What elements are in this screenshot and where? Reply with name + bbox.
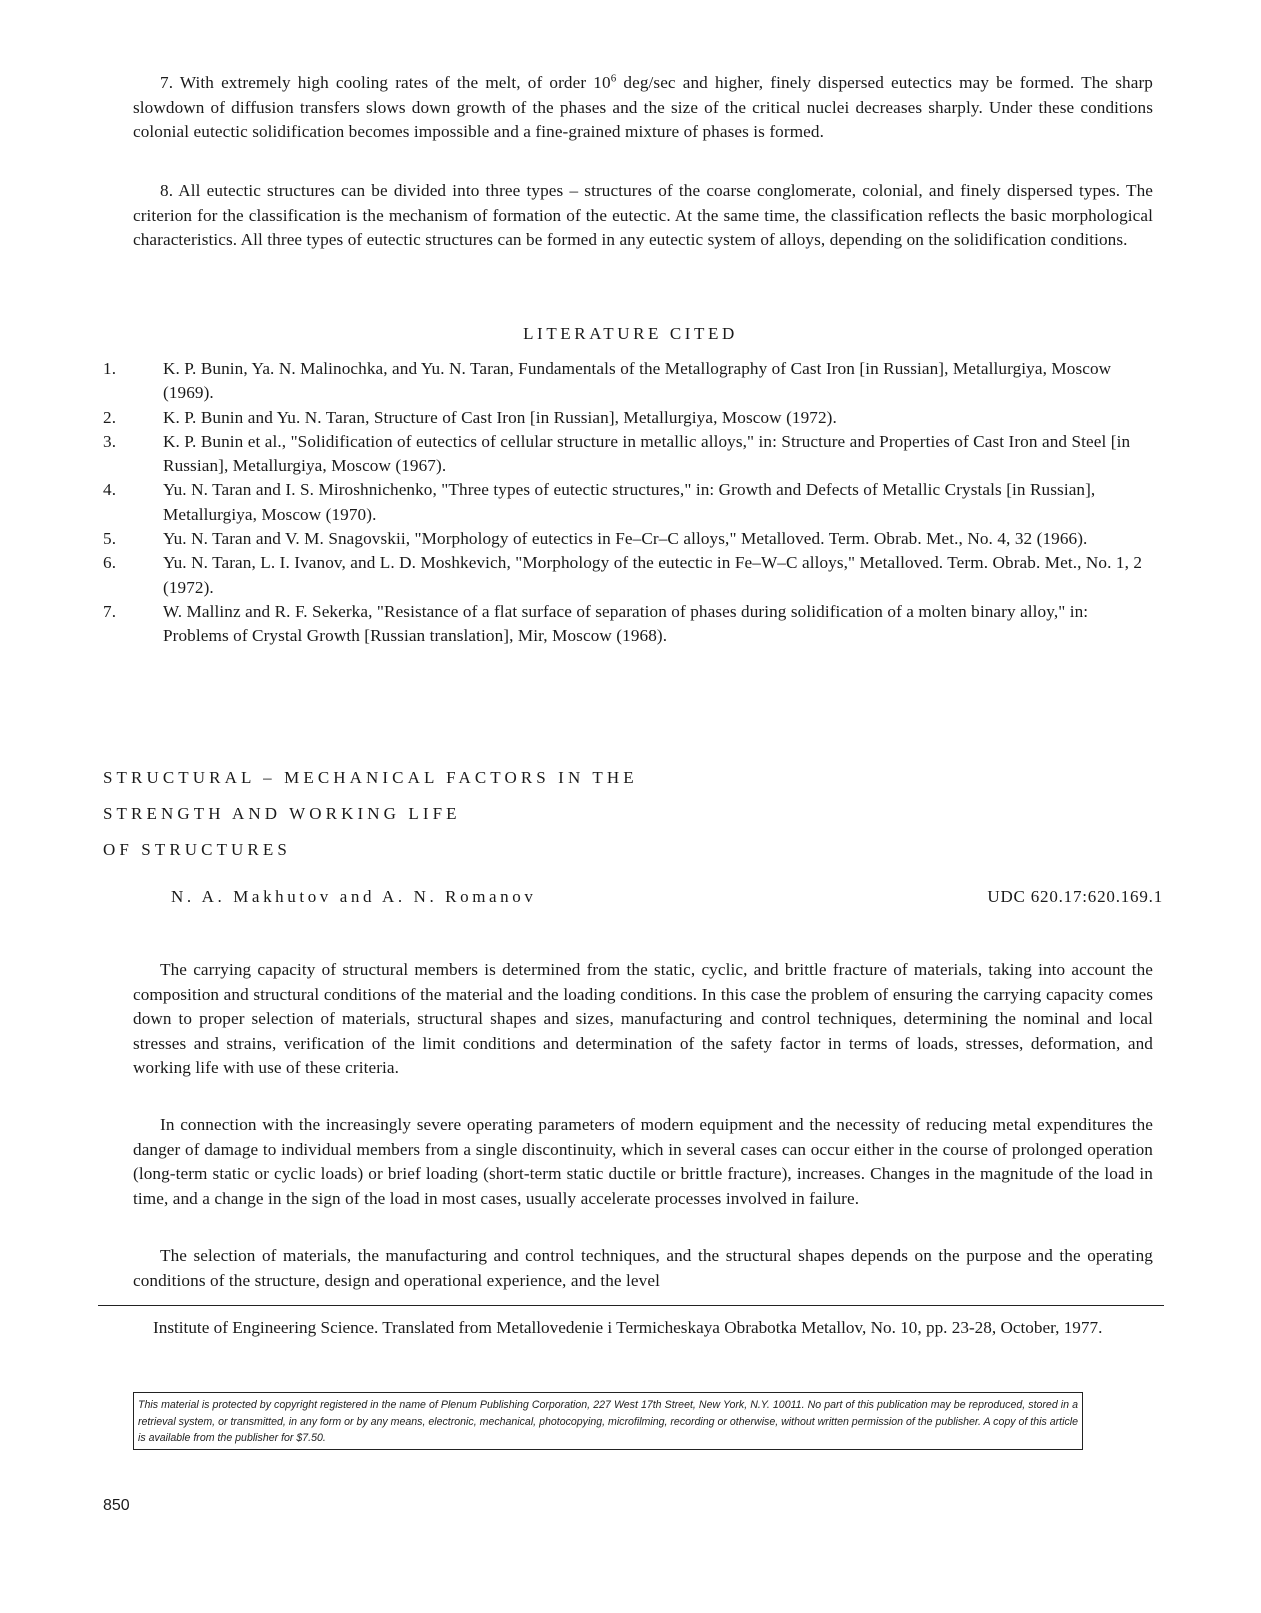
- reference-text: K. P. Bunin and Yu. N. Taran, Structure of Cast Iron [in Russian], Metallurgiya, Moscow (1972).: [163, 407, 837, 427]
- paragraph-7: 7. With extremely high cooling rates of the melt, of order $10^6$ deg/sec and higher, finely dispersed eutectics may be formed. The sharp slowdown of diffusion transfers slows down growth of the phases and the size of the critical nuclei decreases sharply. Under these conditions colonial eutectic solidification becomes impossible and a fine-grained mixture of phases is formed.: [133, 72, 1153, 141]
- reference-item: [103, 600, 1153, 649]
- reference-text: Yu. N. Taran and V. M. Snagovskii, "Morphology of eutectics in Fe–Cr–C alloys," Metalloved. Term. Obrab. Met., No. 4, 32 (1966).: [163, 529, 1088, 549]
- affiliation-footnote: Institute of Engineering Science. Translated from Metallovedenie i Termicheskaya Obrabotka Metallov, No. 10, pp. 23-28, October, 1977.: [153, 1318, 1103, 1337]
- reference-item: [103, 527, 1153, 551]
- reference-number: 5.: [103, 529, 117, 549]
- reference-text: Yu. N. Taran, L. I. Ivanov, and L. D. Moshkevich, "Morphology of the eutectic in Fe–W–C alloys," Metalloved. Term. Obrab. Met., No. 1, 2 (1972).: [163, 553, 1143, 597]
- reference-text: Yu. N. Taran and I. S. Miroshnichenko, "Three types of eutectic structures," in: Growth and Defects of Metallic Crystals [in Russian], Metallurgiya, Moscow (1970).: [163, 480, 1096, 524]
- reference-item: [103, 478, 1153, 527]
- footnote-divider: [98, 1305, 1164, 1306]
- body-paragraph-3: The selection of materials, the manufacturing and control techniques, and the structural shapes depends on the purpose and the operating conditions of the structure, design and operational experience, and the level: [133, 1246, 1153, 1290]
- copyright-notice-text: This material is protected by copyright registered in the name of Plenum Publishing Corporation, 227 West 17th Street, New York, N.Y. 10011. No part of this publication may be reproduced, stored in a retrieval system, or transmitted, in any form or by any means, electronic, mechanical, photocopying, microfilming, recording or otherwise, without written permission of the publisher. A copy of this article is available from the publisher for $7.50.: [138, 1399, 1078, 1444]
- reference-number: 3.: [103, 431, 117, 451]
- body-paragraph-1: The carrying capacity of structural members is determined from the static, cyclic, and brittle fracture of materials, taking into account the composition and structural conditions of the material and the loading conditions. In this case the problem of ensuring the carrying capacity comes down to proper selection of materials, structural shapes and sizes, manufacturing and control techniques, determining the nominal and local stresses and strains, verification of the limit conditions and determination of the safety factor in terms of loads, stresses, deformation, and working life with use of these criteria.: [133, 960, 1153, 1077]
- page-number: 850: [103, 1497, 130, 1514]
- paragraph-8: 8. All eutectic structures can be divided into three types – structures of the coarse conglomerate, colonial, and finely dispersed types. The criterion for the classification is the mechanism of formation of the eutectic. At the same time, the classification reflects the basic morphological characteristics. All three types of eutectic structures can be formed in any eutectic system of alloys, depending on the solidification conditions.: [133, 181, 1153, 249]
- reference-number: 6.: [103, 553, 117, 573]
- copyright-notice-box: [133, 1392, 1083, 1450]
- article-title-line-2: STRENGTH AND WORKING LIFE: [103, 804, 461, 823]
- reference-text: K. P. Bunin, Ya. N. Malinochka, and Yu. N. Taran, Fundamentals of the Metallography of Cast Iron [in Russian], Metallurgiya, Moscow (1969).: [163, 359, 1112, 403]
- article-title-line-1: STRUCTURAL – MECHANICAL FACTORS IN THE: [103, 768, 638, 787]
- reference-list: [103, 357, 1153, 649]
- udc-code: UDC 620.17:620.169.1: [987, 887, 1163, 906]
- body-paragraph-2: In connection with the increasingly severe operating parameters of modern equipment and the necessity of reducing metal expenditures the danger of damage to individual members from a single discontinuity, which in several cases can occur either in the course of prolonged operation (long-term static or cyclic loads) or brief loading (short-term static ductile or brittle fracture), increases. Changes in the magnitude of the load in time, and a change in the sign of the load in most cases, usually accelerate processes involved in failure.: [133, 1115, 1153, 1208]
- article-title-line-3: OF STRUCTURES: [103, 840, 291, 859]
- superscript-exponent: 6: [610, 72, 617, 85]
- reference-number: 1.: [103, 359, 117, 378]
- article-authors: N. A. Makhutov and A. N. Romanov: [171, 887, 537, 906]
- reference-item: [103, 357, 1153, 406]
- literature-cited-heading: LITERATURE CITED: [523, 324, 738, 343]
- reference-item: [103, 430, 1153, 479]
- reference-text: K. P. Bunin et al., "Solidification of eutectics of cellular structure in metallic alloys," in: Structure and Properties of Cast Iron and Steel [in Russian], Metallurgiya, Moscow (1967).: [163, 431, 1131, 476]
- reference-item: [103, 406, 1153, 430]
- reference-number: 7.: [103, 601, 117, 621]
- reference-number: 4.: [103, 480, 117, 500]
- reference-text: W. Mallinz and R. F. Sekerka, "Resistance of a flat surface of separation of phases during solidification of a molten binary alloy," in: Problems of Crystal Growth [Russian translation], Mir, Moscow (1968).: [163, 601, 1089, 646]
- reference-item: [103, 551, 1153, 600]
- reference-number: 2.: [103, 407, 117, 427]
